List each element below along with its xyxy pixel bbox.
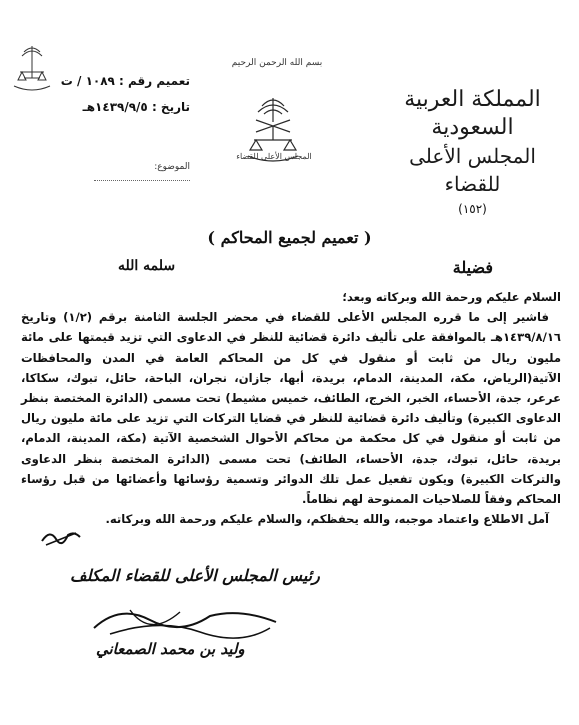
subject-line	[60, 162, 190, 184]
salutation-right: فضيلة	[452, 258, 493, 277]
basmala: بسم الله الرحمن الرحيم	[231, 58, 323, 68]
circular-number: تعميم رقم : ١٠٨٩ / ت	[60, 74, 190, 88]
salutation-left: سلمه الله	[118, 258, 176, 274]
signatory-name: وليد بن محمد الصمعاني	[96, 640, 245, 658]
circular-date: تاريخ : ١٤٣٩/٩/٥هـ	[82, 100, 190, 114]
council-small-logo-icon	[10, 42, 54, 98]
letter-number: (١٥٢)	[458, 202, 487, 216]
greeting: السلام عليكم ورحمة الله وبركاته وبعد؛	[342, 290, 561, 304]
letterhead-right	[380, 86, 565, 216]
document-title: ( تعميم لجميع المحاكم )	[207, 228, 372, 247]
initials-mark-icon	[40, 525, 82, 549]
emblem-caption: المجلس الأعلى للقضاء	[236, 152, 312, 161]
kingdom-name: المملكة العربية السعودية	[404, 87, 541, 140]
handwritten-signature-icon	[90, 598, 280, 640]
body-paragraph-2: آمل الاطلاع واعتماد موجبه، والله يحفظكم، والسلام عليكم ورحمة الله وبركاته.	[105, 512, 549, 527]
council-name: المجلس الأعلى للقضاء	[409, 144, 536, 196]
subject-label: الموضوع:	[154, 162, 190, 172]
signatory-title: رئيس المجلس الأعلى للقضاء المكلف	[70, 566, 320, 585]
body-paragraph-1: فاشير إلى ما قرره المجلس الأعلى للقضاء في محضر الجلسة الثامنة برقم (١/٢) وتاريخ ١٤٣٩/٨/١٦هـ بالموافقة على تأليف دائرة قضائية للنظر في الدعاوى التي تزيد قيمتها على مائة مليون ريال من ثابت أو منقول في كل من المحاكم العامة في المدن والمحافظات الآتية(الرياض، مكة، المدينة، الدمام، بريدة، أبها، جازان، نجران، الباحة، حائل، تبوك، سكاكا، عرعر، جدة، الأحساء، الخبر، الخرج، الطائف، خميس مشيط) تحت مسمى (الدائرة المختصة بنظر الدعاوى الكبيرة) وتأليف دائرة قضائية للنظر في قضايا التركات التي تزيد على مائة مليون ريال من ثابت أو منقول في كل محكمة من محاكم الأحوال الشخصية الآتية (مكة، المدينة، الدمام، بريدة، حائل، تبوك، جدة، الأحساء، الطائف) تحت مسمى (الدائرة المختصة بنظر الدعاوى والتركات الكبيرة) ويكون تفعيل عمل تلك الدوائر وتسمية رؤسائها وأعضائها من قبل رؤساء المحاكم وفقاً للصلاحيات الممنوحة لهم نظاماً.	[21, 310, 561, 507]
letter-body	[21, 287, 561, 529]
